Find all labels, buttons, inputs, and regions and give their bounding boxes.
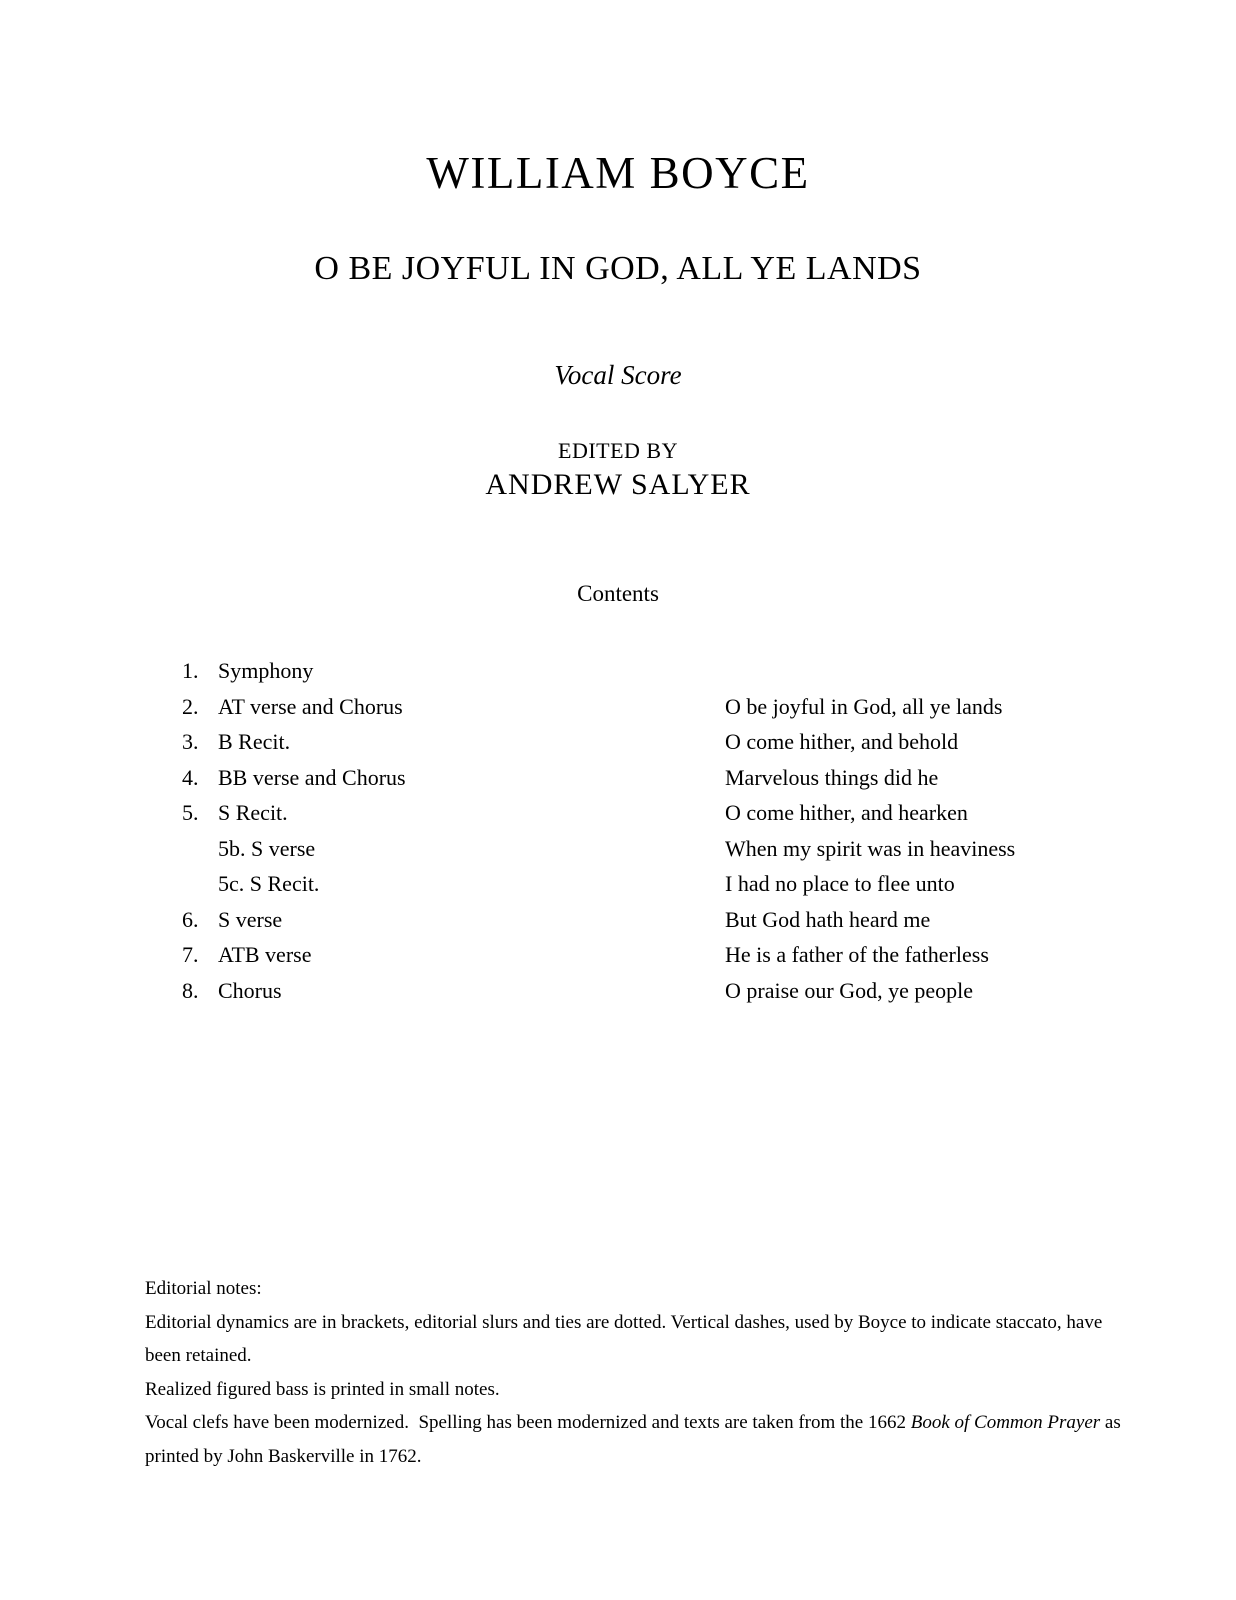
work-title: O BE JOYFUL IN GOD, ALL YE LANDS — [314, 250, 922, 287]
contents-heading: Contents — [577, 581, 659, 606]
score-type-label: Vocal Score — [554, 360, 682, 390]
editorial-note: Realized figured bass is printed in small notes. — [145, 1378, 500, 1400]
item-incipit: O be joyful in God, all ye lands — [725, 693, 1003, 719]
item-label: 5b. S verse — [218, 835, 316, 861]
item-number: 7. — [182, 942, 199, 967]
contents-list — [182, 653, 1206, 1008]
item-label: AT verse and Chorus — [218, 693, 403, 719]
contents-row — [182, 973, 1206, 1009]
editorial-notes-section — [145, 1272, 1135, 1473]
item-incipit: O come hither, and behold — [725, 729, 959, 754]
item-number: 2. — [182, 693, 199, 719]
composer-name: WILLIAM BOYCE — [426, 148, 810, 198]
item-incipit: O praise our God, ye people — [725, 977, 974, 1003]
item-number: 8. — [182, 977, 199, 1003]
editorial-notes-heading: Editorial notes: — [145, 1278, 262, 1299]
contents-row — [182, 689, 1206, 725]
item-label: S verse — [218, 906, 283, 932]
item-label: 5c. S Recit. — [218, 871, 320, 896]
contents-row — [182, 760, 1206, 796]
contents-row — [182, 724, 1206, 760]
editor-name: ANDREW SALYER — [485, 468, 751, 501]
contents-row — [182, 866, 1206, 902]
editorial-note: Editorial dynamics are in brackets, editorial slurs and ties are dotted. Vertical dashes, used by Boyce to indicate staccato, have been retained. — [145, 1311, 1107, 1366]
editorial-note-tail: as printed by John Baskerville in 1762. — [145, 1412, 1126, 1467]
item-label: B Recit. — [218, 729, 291, 754]
item-label: Symphony — [218, 658, 314, 683]
item-number: 4. — [182, 764, 199, 790]
book-title-italic: Book of Common Prayer — [910, 1412, 1101, 1433]
item-incipit: He is a father of the fatherless — [725, 942, 989, 967]
contents-row — [182, 902, 1206, 938]
item-incipit: I had no place to flee unto — [725, 871, 955, 896]
item-label: BB verse and Chorus — [218, 764, 406, 790]
item-number: 5. — [182, 800, 199, 825]
item-label: ATB verse — [218, 942, 312, 967]
contents-row — [182, 795, 1206, 831]
editorial-note — [145, 1406, 1135, 1473]
item-number: 1. — [182, 658, 199, 683]
item-number: 6. — [182, 906, 199, 932]
contents-row — [182, 937, 1206, 973]
item-number: 3. — [182, 729, 199, 754]
contents-row — [182, 653, 1206, 689]
editorial-note-lead: Vocal clefs have been modernized. Spelling has been modernized and texts are taken from the 1662 — [145, 1412, 911, 1433]
item-incipit: O come hither, and hearken — [725, 800, 968, 825]
item-incipit: When my spirit was in heaviness — [725, 835, 1016, 861]
item-label: Chorus — [218, 977, 282, 1003]
item-label: S Recit. — [218, 800, 288, 825]
item-incipit: But God hath heard me — [725, 906, 931, 932]
item-incipit: Marvelous things did he — [725, 764, 939, 790]
contents-row — [182, 831, 1206, 867]
edited-by-label: EDITED BY — [558, 438, 678, 463]
